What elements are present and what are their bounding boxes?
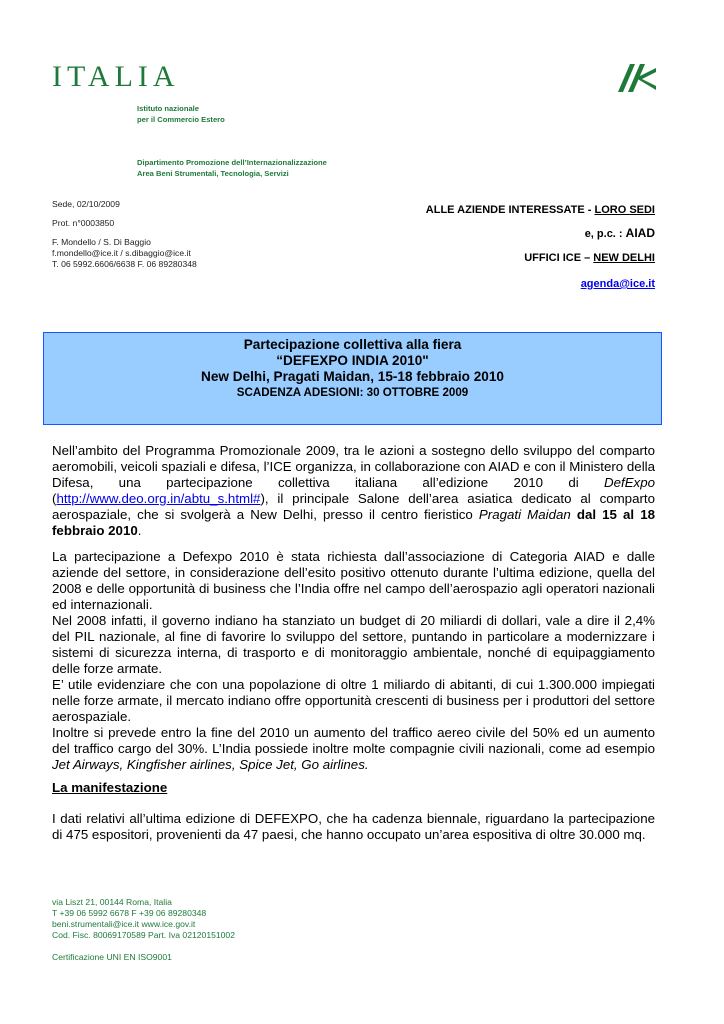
section-heading: La manifestazione [52,780,168,795]
footer-address: via Liszt 21, 00144 Roma, Italia T +39 06 5992 6678 F +39 06 89280348 beni.strumentali@ice.it www.ice.gov.it Cod. Fisc. 80069170589 Part. Iva 02120151002 [52,897,235,940]
recipient-cc: e, p.c. : AIAD [584,226,655,240]
sender-contacts: F. Mondello / S. Di Baggio f.mondello@ice.it / s.dibaggio@ice.it T. 06 5992.6606/6638 F. 06 89280348 [52,237,197,269]
italia-logo: ITALIA [52,60,180,93]
sede-date: Sede, 02/10/2009 [52,199,120,209]
defexpo-url-link[interactable]: http://www.deo.org.in/abtu_s.html# [56,491,261,506]
recipient-ice-offices: UFFICI ICE – NEW DELHI [524,252,655,264]
context-paragraph: La partecipazione a Defexpo 2010 è stata richiesta dall’associazione di Categoria AIAD e dalle aziende del settore, in considerazione dell’esito positivo ottenuto durante l’ultima edizione, quella del 2008 e delle opportunità di business che l’India offre nel campo dell’aerospazio agli operatori nazionali ed internazionali. Nel 2008 infatti, il governo indiano ha stanziato un budget di 20 miliardi di dollari, vale a dire il 2,4% del PIL nazionale, al fine di favorire lo sviluppo del settore, puntando in particolare a modernizzare i sistemi di sicurezza interna, di trasporto e di monitoraggio ambientale, nonché di equipaggiamento delle forze armate. E’ utile evidenziare che con una popolazione di oltre 1 miliardo di abitanti, di cui 1.300.000 impiegati nelle forze armate, il mercato indiano offre opportunità crescenti di business per i produttori del settore aerospaziale. Inoltre si prevede entro la fine del 2010 un aumento del traffico aereo civile del 50% ed un aumento del traffico cargo del 30%. L’India possiede inoltre molte compagnie civili nazionali, come ad esempio Jet Airways, Kingfisher airlines, Spice Jet, Go airlines. [52,549,655,772]
footer-certification: Certificazione UNI EN ISO9001 [52,952,172,962]
event-title-line2: “DEFEXPO INDIA 2010" [276,353,429,368]
intro-paragraph: Nell’ambito del Programma Promozionale 2009, tra le azioni a sostegno dello sviluppo del comparto aeromobili, veicoli spaziali e difesa, l’ICE organizza, in collaborazione con AIAD e con il Ministero della Difesa, una partecipazione collettiva italiana all’edizione 2010 di DefExpo (http://www.deo.org.in/abtu_s.html#), il principale Salone dell’area asiatica dedicato al comparto aerospaziale, che si svolgerà a New Delhi, presso il centro fieristico Pragati Maidan dal 15 al 18 febbraio 2010. [52,443,656,538]
recipient-companies: ALLE AZIENDE INTERESSATE - LORO SEDI [425,204,655,216]
event-data-paragraph: I dati relativi all’ultima edizione di DEFEXPO, che ha cadenza biennale, riguardano la partecipazione di 475 espositori, provenienti da 47 paesi, che hanno occupato un’area espositiva di oltre 30.000 mq. [52,811,655,842]
protocol-number: Prot. n°0003850 [52,218,115,228]
event-title-line3: New Delhi, Pragati Maidan, 15-18 febbraio 2010 [201,369,504,384]
event-title-box [43,332,662,425]
ice-logo-icon [614,60,658,94]
deadline-text: SCADENZA ADESIONI: 30 OTTOBRE 2009 [236,386,469,399]
agenda-email-link[interactable]: agenda@ice.it [580,278,655,290]
institute-name: Istituto nazionale per il Commercio Estero [137,104,225,124]
department-name: Dipartimento Promozione dell’Internazionalizzazione Area Beni Strumentali, Tecnologia, Servizi [137,158,327,178]
event-title-line1: Partecipazione collettiva alla fiera [243,337,462,352]
